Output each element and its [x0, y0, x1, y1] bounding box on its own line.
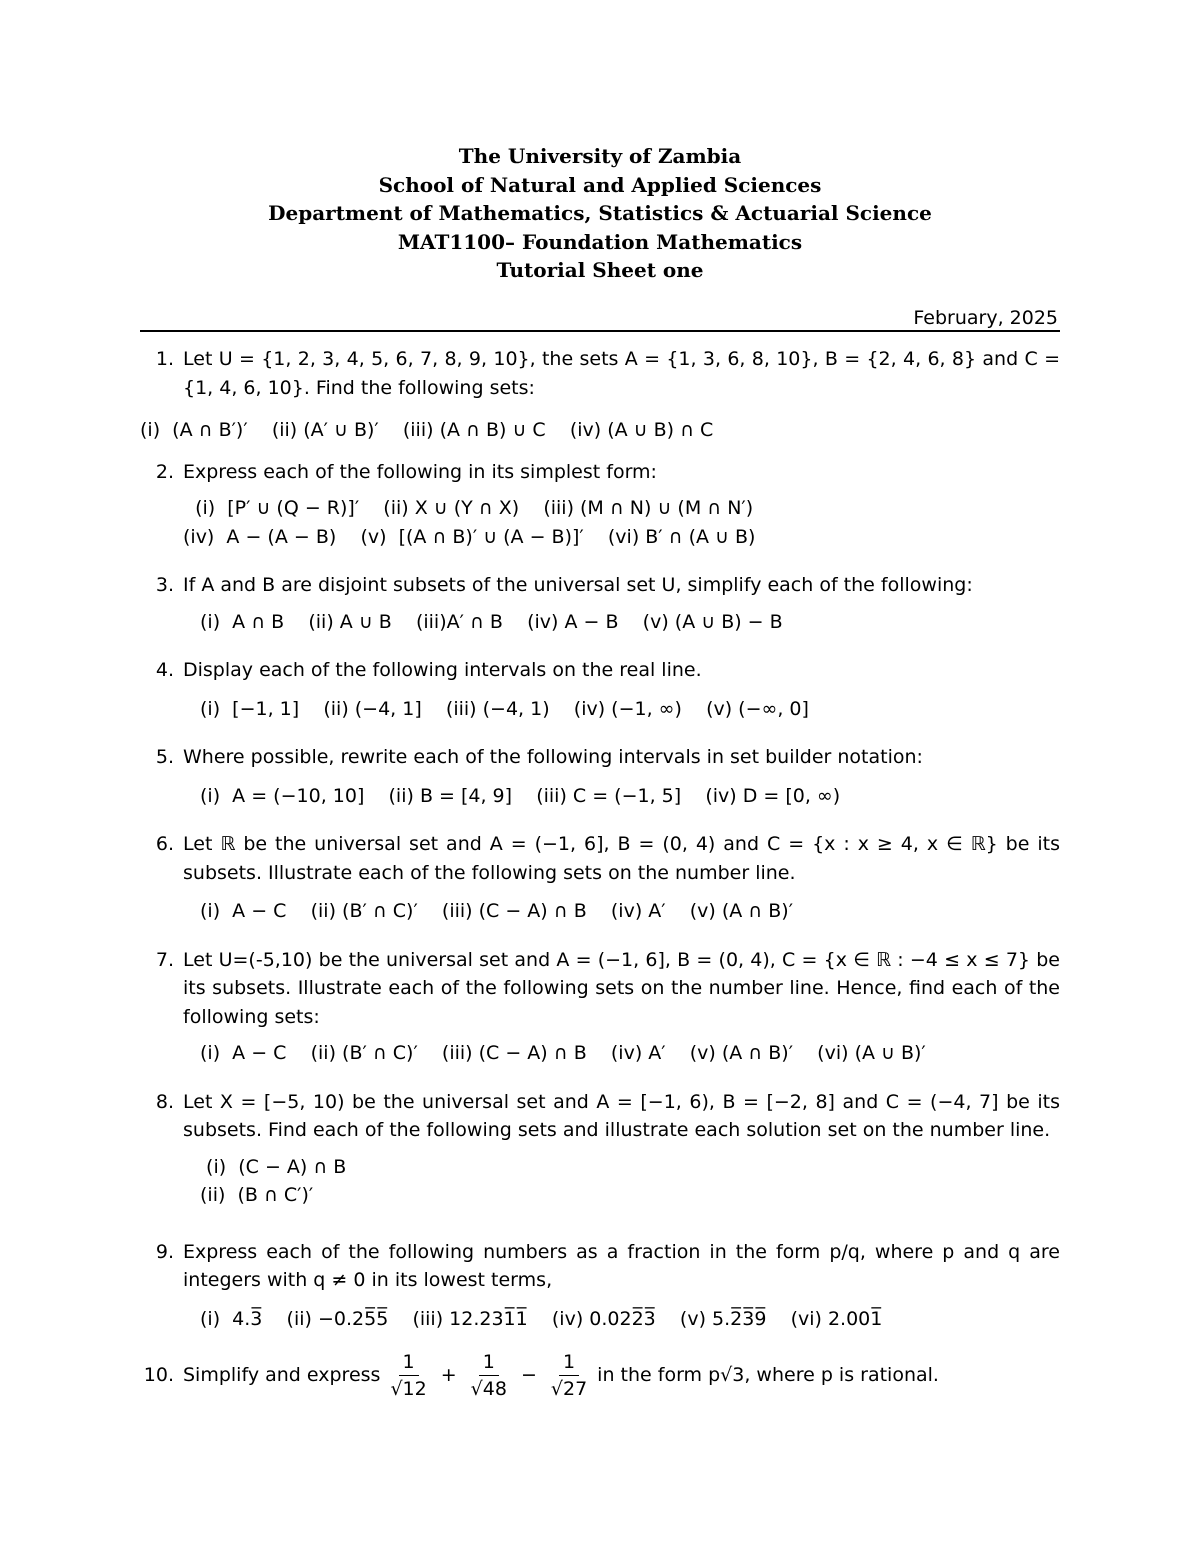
course-title: MAT1100– Foundation Mathematics	[397, 229, 803, 254]
university-name: The University of Zambia	[458, 144, 742, 168]
question-parts-line-2: (iv) A − (A − B) (v) [(A ∩ B)′ ∪ (A − B)]′ (vi) B′ ∩ (A ∪ B)	[183, 525, 756, 548]
question-parts: (i) A − C (ii) (B′ ∩ C)′ (iii) (C − A) ∩ B (iv) A′ (v) (A ∩ B)′	[200, 900, 794, 922]
question-parts: (i) [−1, 1] (ii) (−4, 1] (iii) (−4, 1) (iv) (−1, ∞) (v) (−∞, 0]	[200, 697, 809, 720]
question-3	[140, 571, 1060, 636]
question-text: Let U = {1, 2, 3, 4, 5, 6, 7, 8, 9, 10}, the sets A = {1, 3, 6, 8, 10}, B = {2, 4, 6, 8} and C = {1, 4, 6, 10}. Find the following sets:	[183, 348, 1060, 399]
question-list	[140, 345, 1060, 1402]
question-expression	[183, 1349, 1060, 1402]
question-number: 8.	[155, 1090, 174, 1113]
question-4	[140, 656, 1060, 723]
question-number: 6.	[155, 833, 174, 855]
question-7	[140, 946, 1060, 1068]
question-number: 9.	[155, 1240, 174, 1263]
question-parts: (i) A = (−10, 10] (ii) B = [4, 9] (iii) C = (−1, 5] (iv) D = [0, ∞)	[200, 784, 841, 807]
question-lead-text: Simplify and express	[183, 1364, 381, 1387]
question-2	[140, 458, 1060, 552]
fraction-numerator: 1	[399, 1349, 419, 1376]
question-text: Let U=(-5,10) be the universal set and A = (−1, 6], B = (0, 4), C = {x ∈ ℝ : −4 ≤ x ≤ 7} be its subsets. Illustrate each of the following sets on the number line. Hence, find each of the following sets:	[183, 948, 1060, 1028]
fraction-denominator: √48	[470, 1378, 507, 1400]
issue-date: February, 2025	[913, 307, 1058, 329]
question-6	[140, 830, 1060, 926]
question-text: Let X = [−5, 10) be the universal set and A = [−1, 6), B = [−2, 8] and C = (−4, 7] be its subsets. Find each of the following sets and illustrate each solution set on the number line.	[183, 1090, 1060, 1141]
minus-sign: −	[520, 1364, 537, 1387]
question-tail-text: in the form p√3, where p is rational.	[597, 1364, 939, 1387]
question-text: Express each of the following numbers as a fraction in the form p/q, where p and q are integers with q ≠ 0 in its lowest terms,	[183, 1240, 1060, 1291]
question-part-ii: (ii) (B ∩ C′)′	[200, 1184, 314, 1206]
question-9	[140, 1238, 1060, 1334]
question-part-i: (i) (C − A) ∩ B	[200, 1155, 347, 1178]
document-header	[0, 142, 1200, 285]
fraction-numerator: 1	[479, 1349, 499, 1376]
question-parts-line-1: (i) [P′ ∪ (Q − R)]′ (ii) X ∪ (Y ∩ X) (iii) (M ∩ N) ∪ (M ∩ N′)	[183, 497, 754, 519]
question-number: 5.	[155, 746, 174, 768]
question-number: 7.	[155, 948, 174, 971]
question-10	[140, 1349, 1060, 1402]
question-number: 4.	[155, 659, 174, 681]
fraction-denominator: √12	[390, 1378, 427, 1400]
fraction-1	[386, 1349, 430, 1402]
question-1	[140, 345, 1060, 445]
question-text: Display each of the following intervals on the real line.	[183, 659, 702, 681]
question-text: Express each of the following in its simplest form:	[183, 460, 657, 483]
question-5	[140, 743, 1060, 810]
school-name: School of Natural and Applied Sciences	[378, 172, 822, 197]
plus-sign: +	[440, 1364, 457, 1387]
fraction-3	[547, 1349, 591, 1402]
question-number: 10.	[143, 1364, 174, 1386]
question-text: Let ℝ be the universal set and A = (−1, 6], B = (0, 4) and C = {x : x ≥ 4, x ∈ ℝ} be its subsets. Illustrate each of the following sets on the number line.	[183, 833, 1060, 884]
question-text: If A and B are disjoint subsets of the universal set U, simplify each of the following:	[183, 574, 973, 596]
fraction-numerator: 1	[559, 1349, 579, 1376]
fraction-denominator: √27	[550, 1378, 588, 1400]
sheet-title: Tutorial Sheet one	[496, 258, 704, 282]
question-parts: (i) A ∩ B (ii) A ∪ B (iii)A′ ∩ B (iv) A − B (v) (A ∪ B) − B	[200, 610, 783, 633]
header-divider	[140, 330, 1060, 332]
department-name: Department of Mathematics, Statistics & Actuarial Science	[268, 201, 932, 225]
question-number: 3.	[155, 574, 174, 596]
question-number: 1.	[155, 348, 174, 370]
question-parts: (i) A − C (ii) (B′ ∩ C)′ (iii) (C − A) ∩ B (iv) A′ (v) (A ∩ B)′ (vi) (A ∪ B)′	[200, 1042, 926, 1064]
question-number: 2.	[155, 460, 174, 483]
question-8	[140, 1088, 1060, 1210]
question-text: Where possible, rewrite each of the following intervals in set builder notation:	[183, 746, 923, 768]
fraction-2	[467, 1349, 511, 1402]
question-parts: (i) (A ∩ B′)′ (ii) (A′ ∪ B)′ (iii) (A ∩ B) ∪ C (iv) (A ∪ B) ∩ C	[140, 419, 714, 441]
question-parts: (i) 4.3̅ (ii) −0.25̅5̅ (iii) 12.231̅1̅ (iv) 0.022̅3̅ (v) 5.2̅3̅9̅ (vi) 2.001̅	[200, 1307, 883, 1330]
